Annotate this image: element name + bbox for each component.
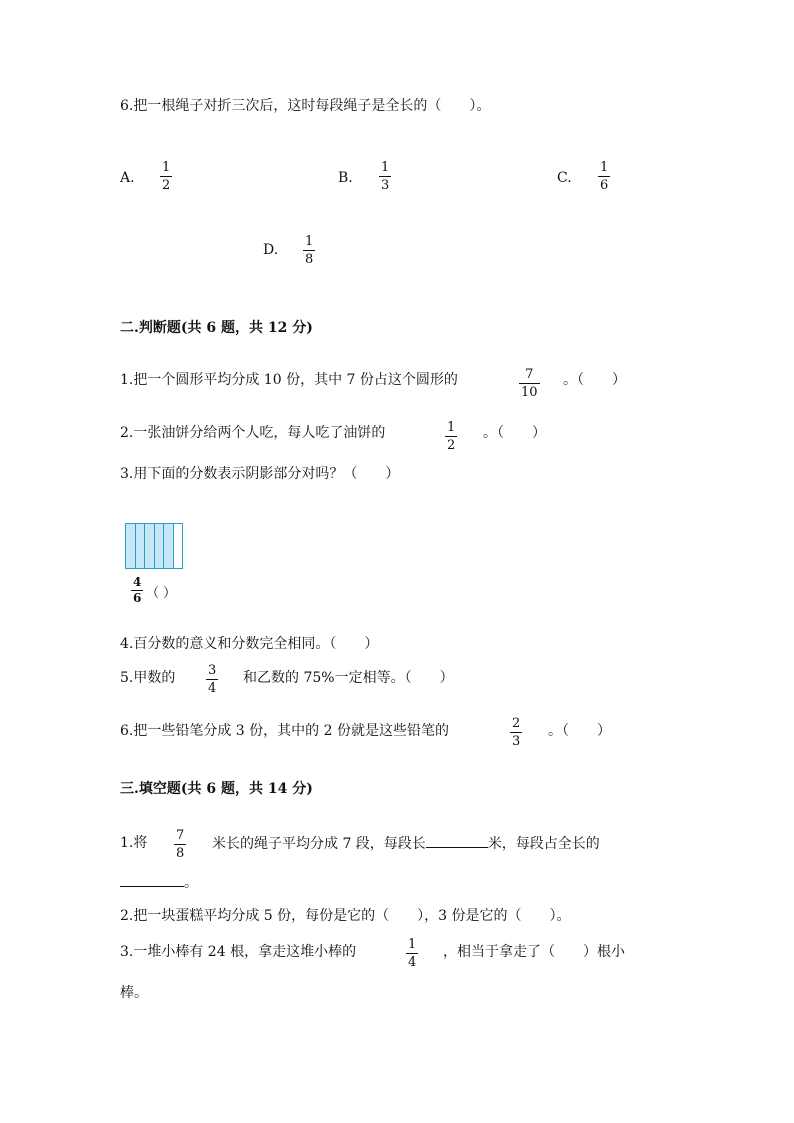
option-b-label: B. [338,170,353,186]
figure-cell-empty [174,524,183,568]
judge-item-3-text: 3.用下面的分数表示阴影部分对吗？（ ） [120,466,400,482]
fraction-bar [206,679,218,680]
option-c-label: C. [557,170,572,186]
section-3-title: 三.填空题(共 6 题，共 14 分) [120,781,313,797]
section-2-title: 二.判断题(共 6 题，共 12 分) [120,320,313,336]
fill-item-1-post [212,833,600,854]
answer-blank[interactable] [120,872,184,887]
figure-answer-bracket: （ ） [146,586,177,601]
fill-item-3-post: ，相当于拿走了（ ）根小 [443,944,625,960]
figure-cell-shaded [145,524,155,568]
fraction-bar [160,176,172,177]
judge-item-1-fraction [519,367,540,400]
fraction-numerator: 7 [525,367,534,382]
judge-item-6-post: 。（ ） [548,723,611,739]
fraction-bar [303,250,315,251]
judge-item-2-pre: 2.一张油饼分给两个人吃，每人吃了油饼的 [120,425,386,441]
option-b-fraction [379,160,391,193]
fraction-denominator: 2 [447,438,456,453]
fraction-numerator: 1 [162,160,171,175]
fraction-denominator: 6 [133,591,142,605]
judge-item-2-fraction [445,420,457,453]
judge-item-5-post: 和乙数的 75%一定相等。（ ） [243,670,454,686]
fill-item-3-fraction [406,937,418,970]
judge-item-2-post: 。（ ） [483,425,546,441]
fill-item-1-fraction [174,828,186,861]
fraction-numerator: 1 [381,160,390,175]
fraction-bar [510,732,522,733]
fraction-numerator: 1 [408,937,417,952]
fraction-denominator: 4 [408,955,417,970]
fill-item-1-post-text: 米长的绳子平均分成 7 段，每段长 [212,836,426,852]
fraction-denominator: 6 [600,178,609,193]
judge-item-6-pre: 6.把一些铅笔分成 3 份，其中的 2 份就是这些铅笔的 [120,723,449,739]
fraction-denominator: 3 [381,178,390,193]
fraction-bar [406,953,418,954]
fraction-bar [379,176,391,177]
figure-cell-shaded [136,524,146,568]
judge-item-1-pre: 1.把一个圆形平均分成 10 份，其中 7 份占这个圆形的 [120,372,458,388]
fill-item-3-continuation: 棒。 [120,985,148,1001]
fraction-bar [519,383,540,384]
figure-fraction [131,576,143,605]
figure-cell-shaded [126,524,136,568]
judge-item-4-text: 4.百分数的意义和分数完全相同。（ ） [120,636,379,652]
judge-item-6-fraction [510,716,522,749]
fraction-denominator: 8 [305,252,314,267]
fraction-bar [174,844,186,845]
fill-item-1-continuation [120,872,198,893]
fraction-numerator: 2 [512,716,521,731]
fraction-numerator: 4 [133,575,142,589]
fraction-denominator: 10 [521,385,538,400]
judge-item-5-pre: 5.甲数的 [120,670,176,686]
fraction-numerator: 7 [176,828,185,843]
judge-item-1-post: 。（ ） [563,372,626,388]
fraction-bar [445,436,457,437]
fraction-numerator: 1 [447,420,456,435]
option-d-fraction [303,234,315,267]
fraction-denominator: 4 [208,681,217,696]
question-6-text: 6.把一根绳子对折三次后，这时每段绳子是全长的（ ）。 [120,98,491,114]
figure-cell-shaded [164,524,174,568]
fraction-numerator: 1 [600,160,609,175]
fraction-numerator: 3 [208,663,217,678]
figure-cell-shaded [155,524,165,568]
option-a-label: A. [120,170,135,186]
fraction-bar [598,176,610,177]
judge-item-5-fraction [206,663,218,696]
fill-item-1-pre: 1.将 [120,835,148,851]
option-c-fraction [598,160,610,193]
option-a-fraction [160,160,172,193]
fill-item-2-text: 2.把一块蛋糕平均分成 5 份，每份是它的（ ），3 份是它的（ ）。 [120,908,571,924]
fraction-numerator: 1 [305,234,314,249]
fill-item-1-end-text: 。 [184,875,198,891]
shaded-rectangle-figure [125,523,183,569]
fraction-denominator: 2 [162,178,171,193]
answer-blank[interactable] [426,833,488,848]
option-d-label: D. [263,242,279,258]
fraction-denominator: 3 [512,734,521,749]
fill-item-3-pre: 3.一堆小棒有 24 根，拿走这堆小棒的 [120,944,357,960]
fill-item-1-mid-text: 米，每段占全长的 [487,836,600,852]
fraction-denominator: 8 [176,846,185,861]
